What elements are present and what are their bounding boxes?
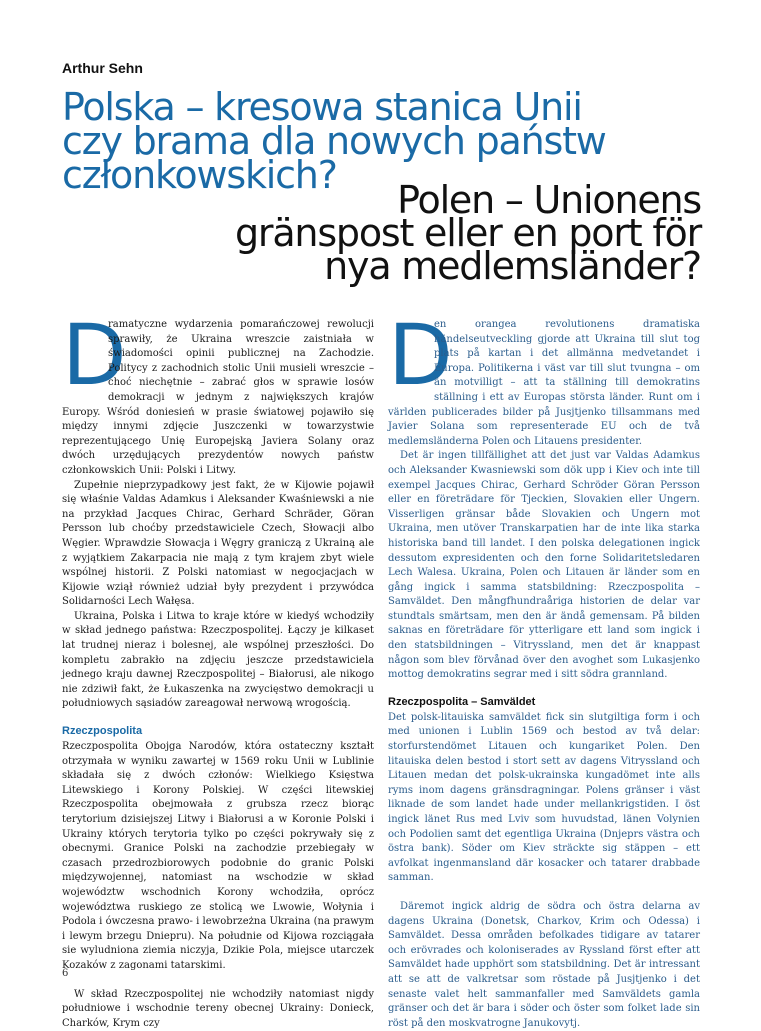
title-polish (62, 85, 702, 197)
paragraph: W skład Rzeczpospolitej nie wchodziły natomiast nigdy południowe i wschodnie tereny obecnej Ukrainy: Donieck, Charków, Krym czy (62, 988, 374, 1029)
section-heading: Rzeczpospolita (62, 725, 143, 738)
paragraph: Rzeczpospolita Obojga Narodów, która ostateczny kształt otrzymała w wyniku zawartej w 1569 roku Unii w Lublinie składała się z dwóch członów: Wielkiego Księstwa Litewskiego i Korony Polskiej. W części litewskiej Rzeczpospolita obejmowała z grubsza rzecz biorąc terytorium dzisiejszej Litwy i Białorusi a w Koronie Polski i Ukrainy których terytoria tylko po części pokrywały się z obecnymi. Granice Polski na zachodzie przebiegały w czasach przedrozbiorowych podobnie do granic Polski międzywojennej, natomiast na wschodzie w skład województw wschodnich Korony wchodziła, oprócz województwa ruskiego ze stolicą we Lwowie, Wołynia i Podola i ówczesna prawo- i lewobrzeżna Ukraina (na prawym i lewym brzegu Dniepru). Na południe od Kijowa rozciągała sie wyludniona ziemia niczyja, Dzikie Pola, miejsce utarczek Kozaków z zagonami tatarskimi. (62, 741, 374, 971)
author-name: Arthur Sehn (62, 60, 143, 76)
page-number: 6 (62, 968, 69, 979)
section-heading: Rzeczpospolita – Samväldet (388, 695, 536, 708)
paragraph: D ramatyczne wydarzenia pomarańczowej rewolucji sprawiły, że Ukraina wreszcie zaistniała w świadomości opinii publicznej na Zachodzie. Politycy z zachodnich stolic Unii musieli wreszcie – choć niechętnie – zabrać głos w sprawie losów demokracji w jednym z największych krajów Europy. Wśród doniesień w prasie światowej pojawiło się między innymi zdjęcie Juszczenki w towarzystwie reprezentującego Unię Europejską Javiera Solany oraz dwóch urzędujących prezydentów nowych państw członkowskich Unii: Polski i Litwy. (62, 306, 374, 476)
title-polish-line-3: członkowskich? (62, 153, 337, 197)
paragraph: Zupełnie nieprzypadkowy jest fakt, że w Kijowie pojawił się właśnie Valdas Adamkus i Aleksander Kwaśniewski a nie na przykład Jacques Chirac, Gerhard Schräder, Göran Persson lub choćby przedstawiciele Czech, Słowacji albo Węgier. Wprawdzie Słowacja i Węgry graniczą z Ukrainą ale z wyjątkiem Zakarpacia nie mają z tym krajem zbyt wiele wspólnej historii. Z Polski natomiast w negocjacjach w Kijowie wziął również udział były prezydent i przywódca Solidarności Lech Wałęsa. (62, 479, 374, 608)
paragraph: Det är ingen tillfällighet att det just var Valdas Adamkus och Aleksander Kwasniewski som dök upp i Kiev och inte till exempel Jacques Chirac, Gerhard Schröder Göran Persson eller en företrädare för Tjeckien, Slovakien eller Ungern. Visserligen gränsar både Slovakien och Ungern mot Ukraina, men utöver Transkarpatien har de inte lika starka historiska band till landet. I den polska delegationen ingick dessutom expresidenten och den forne Solidaritetsledaren Lech Walesa. Ukraina, Polen och Litauen är länder som en gång ingick i samma statsbildning: Rzeczpospolita – Samväldet. Den mångfhundraåriga historien de delar var stundtals smärtsam, men den är ändå gemensam. På bilden saknas en företrädare för ytterligare ett land som ingick i den statsbildningen – Vitryssland, men det är knappast någon som blev förvånad över den avoghet som Lukasjenko mottog demokratins segrar med i sitt södra grannland. (388, 450, 700, 681)
polish-column (62, 306, 374, 1031)
title-swedish (61, 178, 701, 288)
paragraph: Däremot ingick aldrig de södra och östra delarna av dagens Ukraina (Donetsk, Charkov, Krim och Odessa) i Samväldet. Dessa områden befolkades tidigare av tatarer och erövrades och koloniserades av Ryssland först efter att Samväldet hade upphört som statsbildning. Det är intressant att se att de valkretsar som röstade på Jusjtjenko i det senaste valet helt sammanfaller med Samväldets gamla gränser och det är bara i söder och öster som folket lade sin röst på den moskvatrogne Janukovytj. (388, 900, 700, 1029)
paragraph: Det polsk-litauiska samväldet fick sin slutgiltiga form i och med unionen i Lublin 1569 och bestod av två delar: storfurstendömet Litauen och kungariket Polen. Den litauiska delen bestod i stort sett av dagens Vitryssland och Litauen medan det polsk-ukrainska kungadömet inte alls ryms inom dagens gränsdragningar. Polens gränser i väst liknade de som landet hade under mellankrigstiden. I öst ingick länet Rus med Lviv som huvudstad, länen Volynien och Podolien samt det egentliga Ukraina (Dnjeprs västra och östra bank). Söder om Kiev sträckte sig stäppen – ett avfolkat ingenmansland där kosacker och tatarer drabbade samman. (388, 711, 700, 884)
paragraph: D en orangea revolutionens dramatiska händelseutveckling gjorde att Ukraina till slut tog plats på kartan i det allmänna medvetandet i Europa. Politikerna i väst var till slut tvungna – om än motvilligt – att ta ställning till demokratins ställning i ett av Europas största länder. Runt om i världen publicerades bilder på Jusjtjenko tillsammans med Javier Solana som representerade EU och de två medlemsländerna Polen och Litauens presidenter. (388, 306, 700, 447)
dropcap: D (388, 306, 453, 404)
title-polish-line-2: czy brama dla nowych państw (62, 119, 606, 163)
title-swedish-line-2: gränspost eller en port för (235, 211, 701, 255)
dropcap: D (62, 306, 127, 404)
title-swedish-line-1: Polen – Unionens (397, 178, 701, 222)
swedish-column (388, 306, 700, 1031)
title-polish-line-1: Polska – kresowa stanica Unii (62, 85, 582, 129)
title-swedish-line-3: nya medlemsländer? (324, 244, 701, 288)
paragraph: Ukraina, Polska i Litwa to kraje które w kiedyś wchodziły w skład jednego państwa: Rzeczpospolitej. Łączy je kilkaset lat trudnej nieraz i bolesnej, ale wspólnej przeszłości. Do kompletu zabrakło na zdjęciu jeszcze przedstawiciela jednego kraju dawnej Rzeczpospolitej – Białorusi, ale nikogo nie zdziwił fakt, że Łukaszenka na zwycięstwo demokracji u południowych sąsiadów zareagował nerwową wrogością. (62, 610, 374, 710)
